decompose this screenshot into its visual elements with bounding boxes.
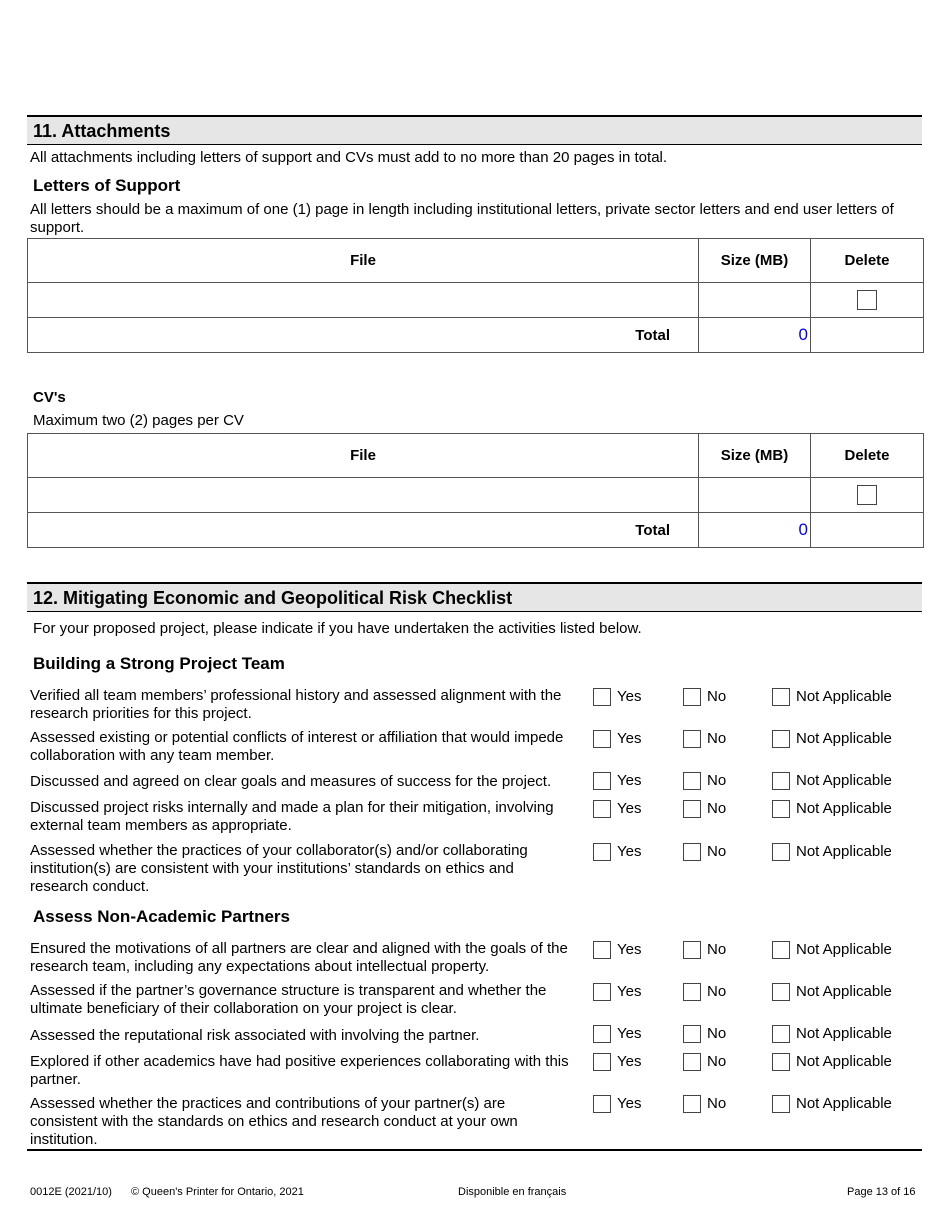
option-label: Not Applicable [796, 983, 892, 1000]
footer-form-id: 0012E (2021/10) [30, 1186, 112, 1198]
checkbox-icon [683, 1095, 701, 1113]
option-label: No [707, 730, 727, 747]
partner-4-no[interactable] [683, 1053, 726, 1071]
team-3-na[interactable] [772, 772, 892, 790]
footer-copyright: © Queen's Printer for Ontario, 2021 [131, 1186, 304, 1198]
checkbox-icon [593, 1053, 611, 1071]
section-11-title: 11. Attachments [33, 121, 171, 141]
partner-4-yes[interactable] [593, 1053, 641, 1071]
checkbox-icon [683, 1025, 701, 1043]
partner-1-yes[interactable] [593, 941, 641, 959]
team-2-na[interactable] [772, 730, 892, 748]
cvs-total-value: 0 [699, 513, 811, 548]
checkbox-icon [772, 772, 790, 790]
team-question-1: Verified all team members’ professional history and assessed alignment with the research priorities for this project. [30, 687, 562, 722]
option-label: Not Applicable [796, 941, 892, 958]
checkbox-icon [772, 1053, 790, 1071]
team-2-no[interactable] [683, 730, 726, 748]
checkbox-icon [593, 983, 611, 1001]
team-heading: Building a Strong Project Team [33, 654, 285, 673]
letters-total-value: 0 [699, 318, 811, 353]
partner-1-na[interactable] [772, 941, 892, 959]
option-label: No [707, 1025, 727, 1042]
option-label: No [707, 1095, 727, 1112]
footer-french-link[interactable]: Disponible en français [458, 1186, 567, 1198]
team-5-no[interactable] [683, 843, 726, 861]
checkbox-icon [593, 941, 611, 959]
partner-question-2: Assessed if the partner’s governance structure is transparent and whether the ultimate beneficiary of their collaboration on your project is clear. [30, 982, 547, 1017]
section-12-header [27, 582, 922, 612]
option-label: Yes [617, 730, 642, 747]
option-label: Yes [617, 843, 642, 860]
checkbox-icon [772, 843, 790, 861]
checkbox-icon [683, 843, 701, 861]
checkbox-icon [593, 772, 611, 790]
option-label: Yes [617, 1053, 642, 1070]
option-label: Not Applicable [796, 730, 892, 747]
partner-3-no[interactable] [683, 1025, 726, 1043]
section-bottom-rule [27, 1149, 922, 1151]
checkbox-icon [683, 772, 701, 790]
option-label: Yes [617, 688, 642, 705]
option-label: Yes [617, 1025, 642, 1042]
checkbox-icon [772, 800, 790, 818]
partner-3-yes[interactable] [593, 1025, 641, 1043]
checklist-intro: For your proposed project, please indicate if you have undertaken the activities listed below. [33, 620, 642, 637]
checkbox-icon [593, 843, 611, 861]
team-4-na[interactable] [772, 800, 892, 818]
partner-question-3: Assessed the reputational risk associated with involving the partner. [30, 1027, 480, 1044]
checkbox-icon [593, 800, 611, 818]
team-5-yes[interactable] [593, 843, 641, 861]
option-label: Not Applicable [796, 772, 892, 789]
letters-table [27, 238, 924, 353]
letters-delete-cell [811, 283, 924, 318]
option-label: No [707, 800, 727, 817]
partner-2-no[interactable] [683, 983, 726, 1001]
letters-size-cell [699, 283, 811, 318]
team-1-no[interactable] [683, 688, 726, 706]
partners-heading: Assess Non-Academic Partners [33, 907, 291, 926]
option-label: No [707, 772, 727, 789]
section-11-header [27, 115, 922, 145]
option-label: Yes [617, 1095, 642, 1112]
footer-page-number: Page 13 of 16 [847, 1186, 916, 1198]
checkbox-icon [593, 688, 611, 706]
checkbox-icon [772, 983, 790, 1001]
team-3-no[interactable] [683, 772, 726, 790]
checkbox-icon [683, 983, 701, 1001]
cvs-note: Maximum two (2) pages per CV [33, 412, 244, 429]
letters-delete-checkbox[interactable] [857, 290, 877, 310]
team-3-yes[interactable] [593, 772, 641, 790]
letters-heading: Letters of Support [33, 176, 181, 195]
team-question-2: Assessed existing or potential conflicts of interest or affiliation that would impede collaboration with any team member. [30, 729, 564, 764]
team-1-na[interactable] [772, 688, 892, 706]
cvs-total-blank [811, 513, 924, 548]
partner-4-na[interactable] [772, 1053, 892, 1071]
checkbox-icon [593, 1025, 611, 1043]
checkbox-icon [772, 941, 790, 959]
attachments-intro: All attachments including letters of support and CVs must add to no more than 20 pages in total. [30, 149, 668, 166]
checkbox-icon [683, 941, 701, 959]
partner-5-no[interactable] [683, 1095, 726, 1113]
option-label: Not Applicable [796, 1095, 892, 1112]
cvs-size-cell [699, 478, 811, 513]
cvs-col-file: File [28, 434, 699, 478]
cvs-total-label: Total [28, 513, 699, 548]
partner-3-na[interactable] [772, 1025, 892, 1043]
option-label: Not Applicable [796, 688, 892, 705]
team-4-yes[interactable] [593, 800, 641, 818]
option-label: Yes [617, 772, 642, 789]
section-12-title: 12. Mitigating Economic and Geopolitical Risk Checklist [33, 588, 513, 608]
checkbox-icon [593, 1095, 611, 1113]
option-label: Yes [617, 983, 642, 1000]
partner-5-na[interactable] [772, 1095, 892, 1113]
team-question-3: Discussed and agreed on clear goals and measures of success for the project. [30, 773, 552, 790]
partner-question-4: Explored if other academics have had positive experiences collaborating with this partner. [30, 1053, 569, 1088]
letters-total-blank [811, 318, 924, 353]
option-label: Not Applicable [796, 1025, 892, 1042]
team-2-yes[interactable] [593, 730, 641, 748]
checkbox-icon [593, 730, 611, 748]
letters-note: All letters should be a maximum of one (1) page in length including institutional letters, private sector letters and end user letters of support. [30, 201, 894, 236]
option-label: Not Applicable [796, 1053, 892, 1070]
team-question-5: Assessed whether the practices of your collaborator(s) and/or collaborating institution(s) are consistent with your institutions’ standards on ethics and research conduct. [30, 842, 528, 895]
option-label: Not Applicable [796, 843, 892, 860]
option-label: No [707, 688, 727, 705]
option-label: No [707, 941, 727, 958]
cvs-delete-cell [811, 478, 924, 513]
cvs-col-delete: Delete [811, 434, 924, 478]
cvs-delete-checkbox[interactable] [857, 485, 877, 505]
cvs-table [27, 433, 924, 548]
cvs-file-cell[interactable] [28, 478, 699, 513]
partner-5-yes[interactable] [593, 1095, 641, 1113]
checkbox-icon [683, 688, 701, 706]
option-label: No [707, 1053, 727, 1070]
team-4-no[interactable] [683, 800, 726, 818]
cvs-heading: CV's [33, 389, 66, 406]
cvs-col-size: Size (MB) [699, 434, 811, 478]
checkbox-icon [683, 1053, 701, 1071]
letters-col-delete: Delete [811, 239, 924, 283]
letters-col-file: File [28, 239, 699, 283]
option-label: Not Applicable [796, 800, 892, 817]
checkbox-icon [683, 730, 701, 748]
checkbox-icon [772, 1025, 790, 1043]
team-5-na[interactable] [772, 843, 892, 861]
team-question-4: Discussed project risks internally and made a plan for their mitigation, involving external team members as appropriate. [30, 799, 554, 834]
option-label: No [707, 843, 727, 860]
checkbox-icon [772, 730, 790, 748]
partner-2-na[interactable] [772, 983, 892, 1001]
checkbox-icon [683, 800, 701, 818]
letters-col-size: Size (MB) [699, 239, 811, 283]
option-label: No [707, 983, 727, 1000]
checkbox-icon [772, 1095, 790, 1113]
option-label: Yes [617, 800, 642, 817]
letters-file-cell[interactable] [28, 283, 699, 318]
letters-total-label: Total [28, 318, 699, 353]
partner-1-no[interactable] [683, 941, 726, 959]
checkbox-icon [772, 688, 790, 706]
team-1-yes[interactable] [593, 688, 641, 706]
partner-question-5: Assessed whether the practices and contributions of your partner(s) are consistent with the standards on ethics and research conduct at your own institution. [30, 1095, 518, 1148]
option-label: Yes [617, 941, 642, 958]
partner-2-yes[interactable] [593, 983, 641, 1001]
partner-question-1: Ensured the motivations of all partners are clear and aligned with the goals of the research team, including any expectations about intellectual property. [30, 940, 568, 975]
